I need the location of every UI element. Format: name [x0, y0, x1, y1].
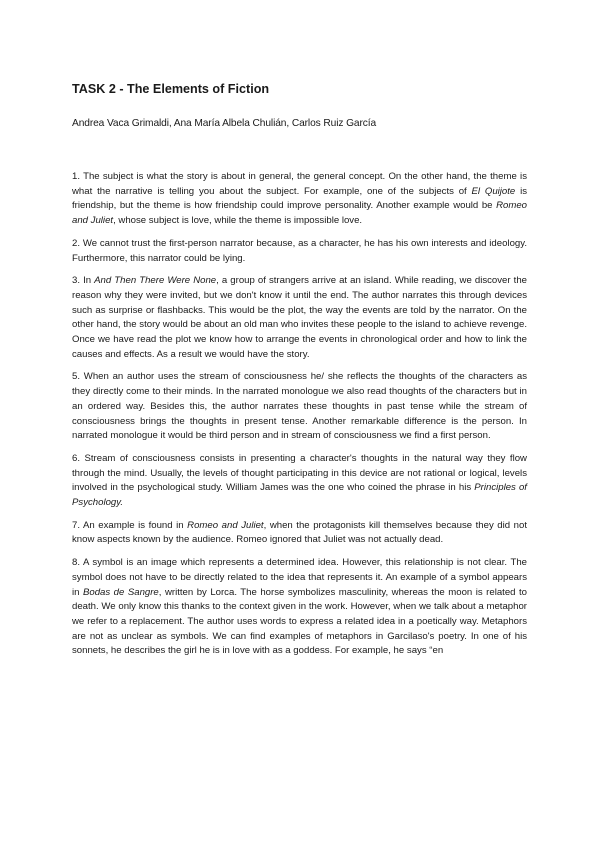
book-title: Romeo and Juliet [72, 200, 527, 227]
paragraph-7 [72, 519, 527, 548]
book-title: Romeo and Juliet [187, 519, 264, 531]
paragraph-text: 6. Stream of consciousness consists in presenting a character's thoughts in the natural way they flow through the mind. Usually, the levels of thought participating in this device are not rational or logical, levels involved in the psychological study. William James was the one who coined the phrase in his [72, 452, 527, 494]
paragraph-text: , written by Lorca. The horse symbolizes masculinity, whereas the moon is related to death. We only know this thanks to the context given in the work. However, when we talk about a metaphor we refer to a replacement. The author uses words to express a related idea in a poetically way. Metaphors are not as unclear as symbols. We can find examples of metaphors in Garcilaso's poetry. In one of his sonnets, he describes the girl he is in love with as a goddess. For example, he says “en [72, 586, 527, 657]
paragraph-text: 1. The subject is what the story is about in general, the general concept. On the other hand, the theme is what the narrative is telling you about the subject. For example, one of the subjects of [72, 171, 527, 197]
paragraph-text: , whose subject is love, while the theme is impossible love. [113, 215, 363, 227]
paragraph-3 [72, 274, 527, 362]
book-title: Principles of Psychology. [72, 482, 527, 509]
paragraph-text: is friendship, but the theme is how friendship could improve personality. Another example would be [72, 185, 527, 212]
document-title: TASK 2 - The Elements of Fiction [72, 82, 270, 96]
paragraph-text: , when the protagonists kill themselves because they did not know aspects known by the audience. Romeo ignored that Juliet was not actually dead. [72, 519, 527, 546]
paragraph-6 [72, 452, 527, 511]
paragraph-5 [72, 370, 527, 444]
paragraph-2 [72, 237, 527, 266]
paragraph-8 [72, 556, 527, 659]
paragraph-1 [72, 170, 527, 229]
paragraph-text: 2. We cannot trust the first-person narrator because, as a character, he has his own interests and ideology. Furthermore, this narrator could be lying. [72, 237, 527, 264]
paragraph-text: 3. In [72, 275, 95, 287]
book-title: El Quijote [471, 185, 516, 197]
author-list: Andrea Vaca Grimaldi, Ana María Albela Chulián, Carlos Ruiz García [72, 118, 377, 129]
paragraph-text: 5. When an author uses the stream of consciousness he/ she reflects the thoughts of the characters as they directly come to their minds. In the narrated monologue we also read thoughts of the characters but in an ordered way. Besides this, the author narrates these thoughts in past tense while the stream of consciousness brings the thoughts in present tense. Another remarkable difference is the person. In narrated monologue it would be third person and in stream of consciousness we find a first person. [72, 371, 527, 442]
paragraph-text: 7. An example is found in [72, 519, 188, 531]
document-page [72, 0, 527, 848]
book-title: Bodas de Sangre [82, 586, 159, 598]
book-title: And Then There Were None [94, 275, 217, 287]
paragraph-text: , a group of strangers arrive at an island. While reading, we discover the reason why they were invited, but we don't know it until the end. The author narrates this through devices such as surprise or flashbacks. This would be the plot, the way the events are told by the narrator. On the other hand, the story would be about an old man who invites these people to the island to achieve revenge. Once we have read the plot we know how to arrange the events in chronological order and how to link the causes and effects. As a result we would have the story. [72, 275, 528, 360]
document-body [72, 170, 527, 659]
paragraph-text: 8. A symbol is an image which represents a determined idea. However, this relationship is not clear. The symbol does not have to be directly related to the idea that represents it. An example of a symbol appears in [72, 557, 527, 598]
